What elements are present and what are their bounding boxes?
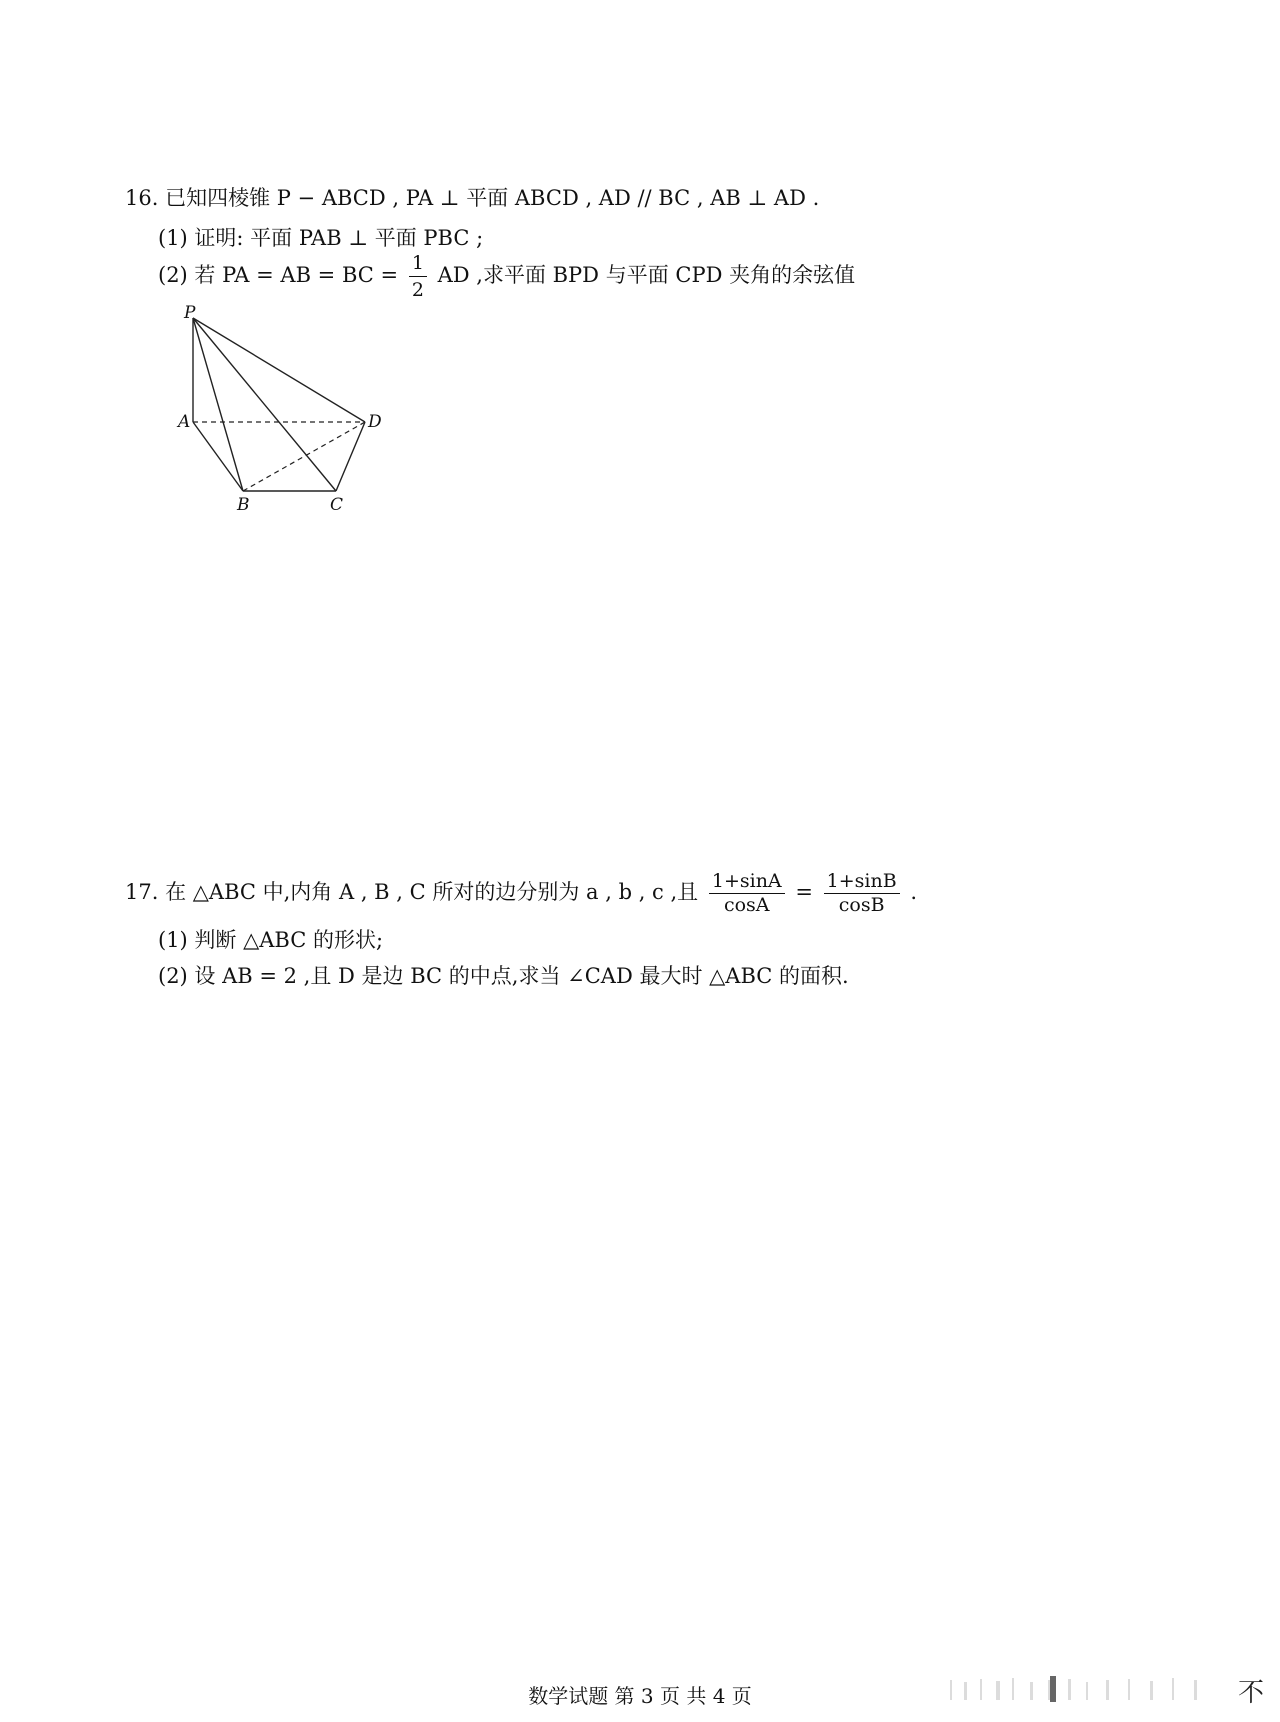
q16-fraction-den: 2 (411, 279, 424, 301)
page-footer: 数学试题 第 3 页 共 4 页 (528, 1684, 752, 1708)
q16-part1: (1) 证明: 平面 PAB ⊥ 平面 PBC ; (158, 226, 484, 250)
q16-part2-post: AD ,求平面 BPD 与平面 CPD 夹角的余弦值 (437, 263, 856, 287)
q17-frac1-den: cosA (723, 894, 770, 916)
q16-fraction-num: 1 (409, 252, 427, 277)
q16-fraction (409, 252, 427, 301)
q16-part2-pre: (2) 若 PA = AB = BC = (158, 263, 399, 287)
q17-stem-end: . (910, 880, 918, 904)
pyramid-figure (170, 305, 390, 515)
q17-fraction-right (824, 872, 900, 915)
q16-stem: 16. 已知四棱锥 P − ABCD , PA ⊥ 平面 ABCD , AD // BC , AB ⊥ AD . (125, 186, 820, 210)
label-a: A (178, 412, 191, 432)
q17-frac2-den: cosB (838, 894, 885, 916)
q16-part2 (158, 252, 855, 301)
label-d: D (368, 412, 382, 432)
edge-mark: 不 (1238, 1678, 1265, 1708)
edge-cd (336, 422, 365, 491)
scan-artifact (950, 1676, 1220, 1702)
q17-fraction-left (709, 872, 785, 915)
label-b: B (237, 495, 250, 515)
q17-stem (125, 872, 917, 915)
edge-ab (193, 422, 243, 491)
q17-stem-pre: 17. 在 △ABC 中,内角 A , B , C 所对的边分别为 a , b , c ,且 (125, 880, 699, 904)
q17-part2: (2) 设 AB = 2 ,且 D 是边 BC 的中点,求当 ∠CAD 最大时 △ABC 的面积. (158, 964, 849, 988)
q17-frac2-num: 1+sinB (824, 872, 900, 894)
q17-part1: (1) 判断 △ABC 的形状; (158, 928, 384, 952)
edge-bd-dashed (243, 422, 365, 491)
q17-equals: = (795, 880, 813, 904)
edge-pc (193, 318, 336, 491)
label-p: P (184, 305, 196, 323)
q17-frac1-num: 1+sinA (709, 872, 785, 894)
label-c: C (330, 495, 344, 515)
